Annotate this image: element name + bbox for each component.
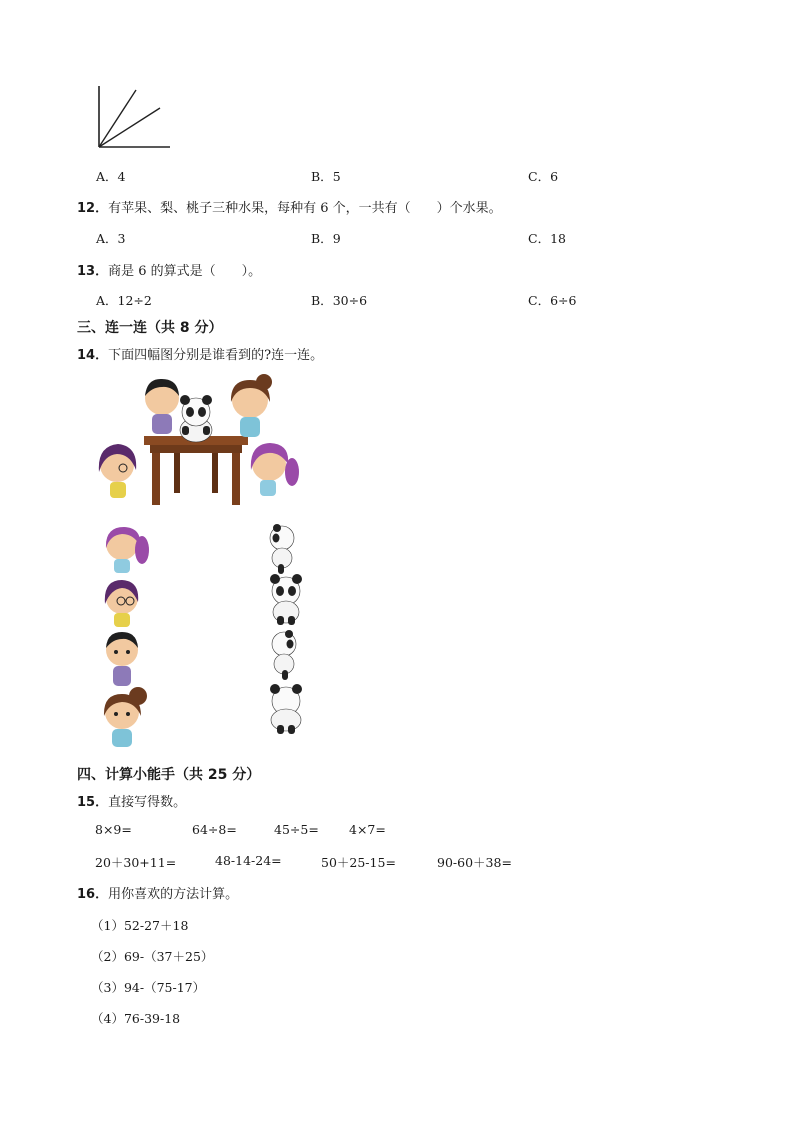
child-boy [100, 630, 150, 688]
question-13 [77, 260, 261, 279]
q11-option-c: C．6 [528, 169, 559, 184]
q16-item: （1）52-27＋18 [91, 918, 189, 933]
table-panda-scene [92, 372, 307, 510]
section-3-title: 三、连一连（共 8 分） [77, 320, 223, 336]
panda-side-view-left [264, 628, 304, 682]
child-bun-girl [100, 686, 152, 748]
question-14-text: 下面四幅图分别是谁看到的?连一连。 [108, 348, 324, 363]
question-16 [77, 883, 238, 902]
question-15 [77, 791, 186, 810]
q15-expression: 20＋30+11= [95, 855, 177, 870]
question-14 [77, 344, 323, 363]
q12-option-b: B．9 [311, 231, 341, 246]
q15-expression: 50＋25-15= [321, 855, 396, 870]
q16-item: （3）94-（75-17） [91, 980, 206, 995]
q13-option-c: C．6÷6 [528, 293, 577, 308]
panda-front-view [264, 574, 310, 626]
angle-figure [96, 84, 176, 152]
q15-expression: 4×7= [349, 822, 386, 837]
question-13-text: 商是 6 的算式是（ ）。 [108, 264, 262, 279]
q16-item: （2）69-（37＋25） [91, 949, 214, 964]
question-15-text: 直接写得数。 [108, 795, 187, 810]
q13-option-b: B．30÷6 [311, 293, 368, 308]
question-14-number: 14． [77, 348, 109, 363]
q15-expression: 64÷8= [192, 822, 237, 837]
question-12-text: 有苹果、梨、桃子三种水果，每种有 6 个，一共有（ ）个水果。 [108, 201, 502, 216]
section-4-title: 四、计算小能手（共 25 分） [77, 767, 261, 783]
question-15-number: 15． [77, 795, 109, 810]
q11-option-b: B．5 [311, 169, 341, 184]
question-13-number: 13． [77, 264, 109, 279]
panda-back-view [264, 684, 310, 736]
child-ponytail-girl [100, 522, 150, 574]
question-16-text: 用你喜欢的方法计算。 [108, 887, 239, 902]
q11-option-a: A．4 [96, 169, 126, 184]
q15-expression: 8×9= [95, 822, 132, 837]
question-16-number: 16． [77, 887, 109, 902]
q16-item: （4）76-39-18 [91, 1011, 181, 1026]
q12-option-a: A．3 [96, 231, 126, 246]
q15-expression: 45÷5= [274, 822, 319, 837]
q15-expression: 90-60＋38= [437, 855, 512, 870]
question-12 [77, 197, 502, 216]
panda-side-view-right [264, 522, 304, 576]
child-glasses-girl [100, 576, 150, 628]
q12-option-c: C．18 [528, 231, 566, 246]
q15-expression: 48-14-24= [215, 853, 282, 868]
q13-option-a: A．12÷2 [96, 293, 152, 308]
question-12-number: 12． [77, 201, 109, 216]
